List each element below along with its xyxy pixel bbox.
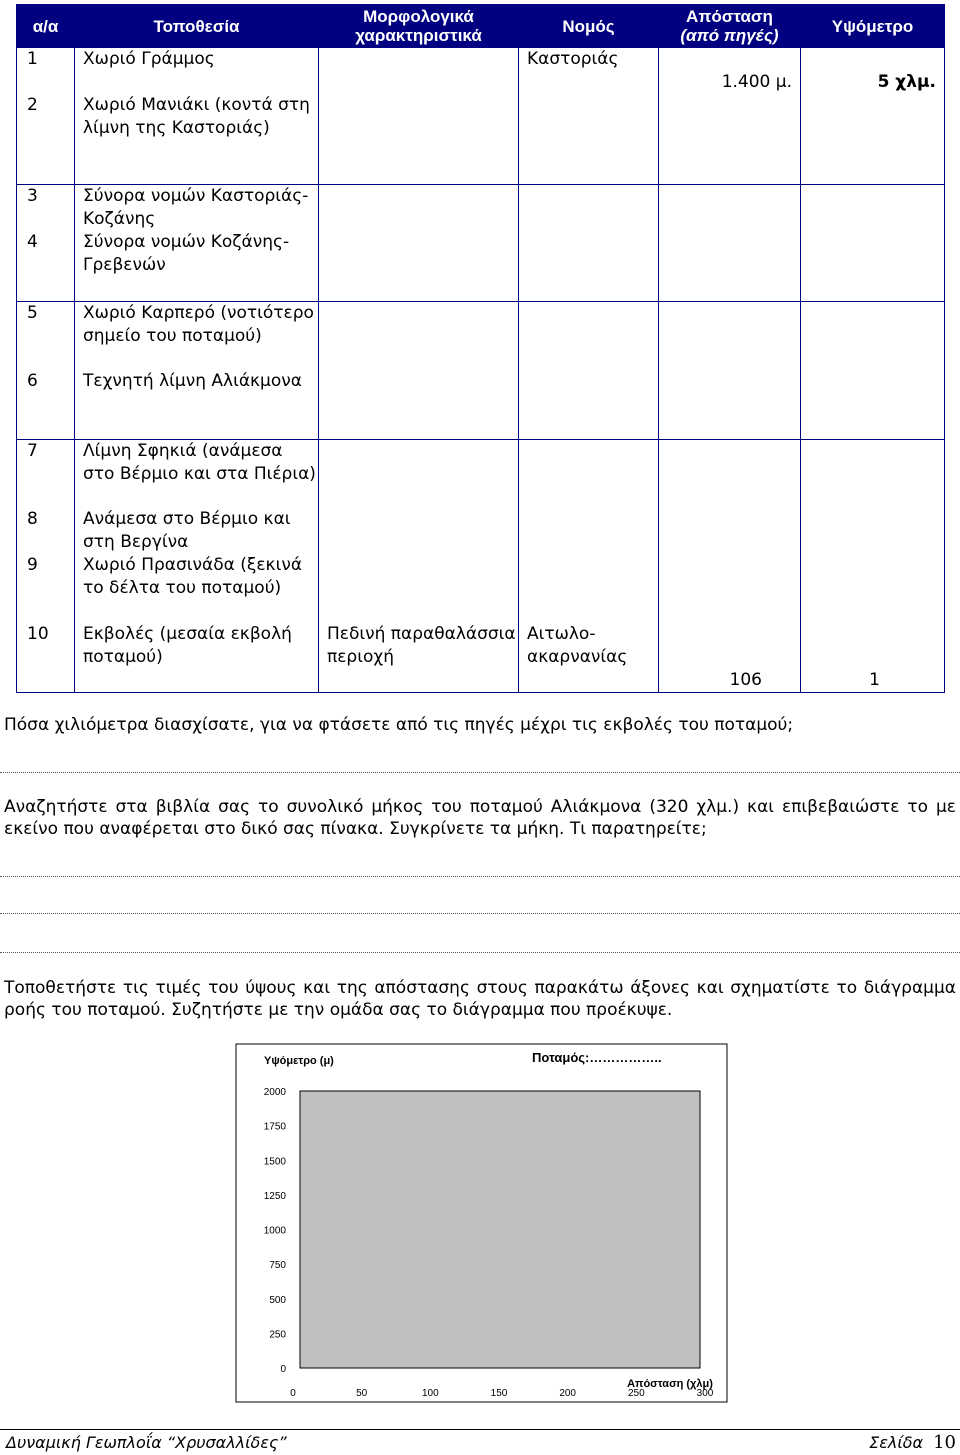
row-morphology: Πεδινή παραθαλάσσια περιοχή xyxy=(319,623,519,692)
river-table xyxy=(16,4,945,693)
table-row xyxy=(17,185,945,232)
y-tick-label: 1750 xyxy=(263,1121,286,1133)
row-location: Χωριό Πρασινάδα (ξεκινά το δέλτα του ποταμού) xyxy=(75,554,319,623)
table-row xyxy=(17,301,945,370)
row-distance xyxy=(659,554,801,623)
row-morphology xyxy=(319,301,519,370)
y-tick-label: 500 xyxy=(269,1294,286,1306)
footer-page-info xyxy=(869,1432,956,1453)
row-morphology xyxy=(319,94,519,185)
row-prefecture xyxy=(519,554,659,623)
chart-plot-area xyxy=(300,1091,700,1368)
row-location: Χωριό Γράμμος xyxy=(75,48,319,94)
row-number: 8 xyxy=(17,508,75,554)
row-location: Χωριό Μανιάκι (κοντά στη λίμνη της Καστοριάς) xyxy=(75,94,319,185)
row-morphology xyxy=(319,554,519,623)
footer-page-label: Σελίδα xyxy=(869,1433,924,1452)
row-prefecture: Καστοριάς xyxy=(519,48,659,94)
header-morphology xyxy=(319,5,519,48)
row-number: 9 xyxy=(17,554,75,623)
header-altitude: Υψόμετρο xyxy=(801,5,945,48)
row-prefecture xyxy=(519,370,659,439)
table-row xyxy=(17,554,945,623)
x-tick-label: 0 xyxy=(290,1388,296,1399)
y-tick-label: 2000 xyxy=(263,1087,286,1098)
row-altitude xyxy=(801,370,945,439)
header-distance-line1: Απόσταση xyxy=(686,7,773,26)
row-altitude: 1 xyxy=(801,623,945,692)
row-number: 1 xyxy=(17,48,75,94)
answer-line-3[interactable] xyxy=(0,913,960,914)
row-morphology xyxy=(319,185,519,232)
row-number: 2 xyxy=(17,94,75,185)
x-tick-label: 200 xyxy=(559,1388,577,1399)
row-location: Σύνορα νομών Κοζάνης-Γρεβενών xyxy=(75,231,319,301)
question-3: Τοποθετήστε τις τιμές του ύψους και της απόστασης στους παρακάτω άξονες και σχηματίστε το διάγραμμα ροής του ποταμού. Συζητήστε με την ομάδα σας το διάγραμμα που προέκυψε. xyxy=(4,978,956,1020)
x-tick-label: 150 xyxy=(490,1388,508,1399)
row-distance xyxy=(659,439,801,508)
row-morphology xyxy=(319,370,519,439)
header-location: Τοποθεσία xyxy=(75,5,319,48)
header-morphology-line1: Μορφολογικά xyxy=(363,7,474,26)
row-number: 6 xyxy=(17,370,75,439)
row-number: 4 xyxy=(17,231,75,301)
row-distance xyxy=(659,231,801,301)
table-row xyxy=(17,370,945,439)
row-distance: 1.400 μ. xyxy=(659,48,801,94)
footer-rule xyxy=(0,1429,960,1430)
row-prefecture xyxy=(519,301,659,370)
row-number: 5 xyxy=(17,301,75,370)
table-row xyxy=(17,48,945,94)
row-location: Τεχνητή λίμνη Αλιάκμονα xyxy=(75,370,319,439)
row-distance xyxy=(659,508,801,554)
row-prefecture xyxy=(519,508,659,554)
row-distance xyxy=(659,370,801,439)
header-aa: α/α xyxy=(17,5,75,48)
row-prefecture xyxy=(519,185,659,232)
row-distance xyxy=(659,94,801,185)
x-tick-label: 250 xyxy=(627,1388,645,1399)
x-tick-label: 300 xyxy=(696,1388,714,1399)
x-tick-label: 50 xyxy=(356,1388,368,1399)
row-altitude xyxy=(801,231,945,301)
row-distance xyxy=(659,185,801,232)
header-distance-line2: (από πηγές) xyxy=(680,26,779,45)
row-prefecture xyxy=(519,231,659,301)
table-row xyxy=(17,623,945,692)
table-row xyxy=(17,231,945,301)
y-tick-label: 250 xyxy=(269,1329,286,1341)
footer-page-number: 10 xyxy=(933,1432,956,1453)
row-prefecture xyxy=(519,94,659,185)
row-location: Χωριό Καρπερό (νοτιότερο σημείο του ποταμού) xyxy=(75,301,319,370)
row-distance xyxy=(659,301,801,370)
y-tick-label: 0 xyxy=(280,1364,286,1375)
row-altitude xyxy=(801,439,945,508)
y-tick-label: 750 xyxy=(269,1260,286,1272)
header-distance xyxy=(659,5,801,48)
table-row xyxy=(17,439,945,508)
chart-title: Ποταμός:…………….. xyxy=(532,1050,662,1065)
table-header-row xyxy=(17,5,945,48)
row-location: Εκβολές (μεσαία εκβολή ποταμού) xyxy=(75,623,319,692)
row-prefecture: Αιτωλο-ακαρνανίας xyxy=(519,623,659,692)
row-altitude xyxy=(801,554,945,623)
row-altitude xyxy=(801,185,945,232)
table-row xyxy=(17,508,945,554)
question-1: Πόσα χιλιόμετρα διασχίσατε, για να φτάσετε από τις πηγές μέχρι τις εκβολές του ποταμού; xyxy=(4,715,794,735)
y-tick-label: 1000 xyxy=(263,1225,286,1237)
row-location: Σύνορα νομών Καστοριάς-Κοζάνης xyxy=(75,185,319,232)
flow-diagram-chart xyxy=(0,1036,960,1406)
row-number: 10 xyxy=(17,623,75,692)
answer-line-1[interactable] xyxy=(0,772,960,773)
row-morphology xyxy=(319,439,519,508)
row-altitude xyxy=(801,94,945,185)
row-number: 7 xyxy=(17,439,75,508)
chart-xlabel: Απόσταση (χλμ) xyxy=(627,1378,713,1390)
row-morphology xyxy=(319,231,519,301)
header-prefecture: Νομός xyxy=(519,5,659,48)
row-altitude xyxy=(801,508,945,554)
answer-line-4[interactable] xyxy=(0,952,960,953)
row-location: Ανάμεσα στο Βέρμιο και στη Βεργίνα xyxy=(75,508,319,554)
row-prefecture xyxy=(519,439,659,508)
row-altitude: 5 χλμ. xyxy=(801,48,945,94)
answer-line-2[interactable] xyxy=(0,876,960,877)
row-morphology xyxy=(319,508,519,554)
row-location: Λίμνη Σφηκιά (ανάμεσα στο Βέρμιο και στα Πιέρια) xyxy=(75,439,319,508)
question-2: Αναζητήστε στα βιβλία σας το συνολικό μήκος του ποταμού Αλιάκμονα (320 χλμ.) και επιβεβαιώστε το με εκείνο που αναφέρεται στο δικό σας πίνακα. Συγκρίνετε τα μήκη. Τι παρατηρείτε; xyxy=(4,797,956,839)
row-morphology xyxy=(319,48,519,94)
row-number: 3 xyxy=(17,185,75,232)
y-tick-label: 1250 xyxy=(263,1190,286,1202)
y-tick-label: 1500 xyxy=(263,1156,286,1168)
footer-title: Δυναμική Γεωπλοΐα “Χρυσαλλίδες” xyxy=(6,1433,287,1452)
table-row xyxy=(17,94,945,185)
row-altitude xyxy=(801,301,945,370)
row-distance: 106 xyxy=(659,623,801,692)
header-morphology-line2: χαρακτηριστικά xyxy=(355,26,482,45)
x-tick-label: 100 xyxy=(421,1388,439,1399)
chart-ylabel: Υψόμετρο (μ) xyxy=(264,1055,334,1067)
